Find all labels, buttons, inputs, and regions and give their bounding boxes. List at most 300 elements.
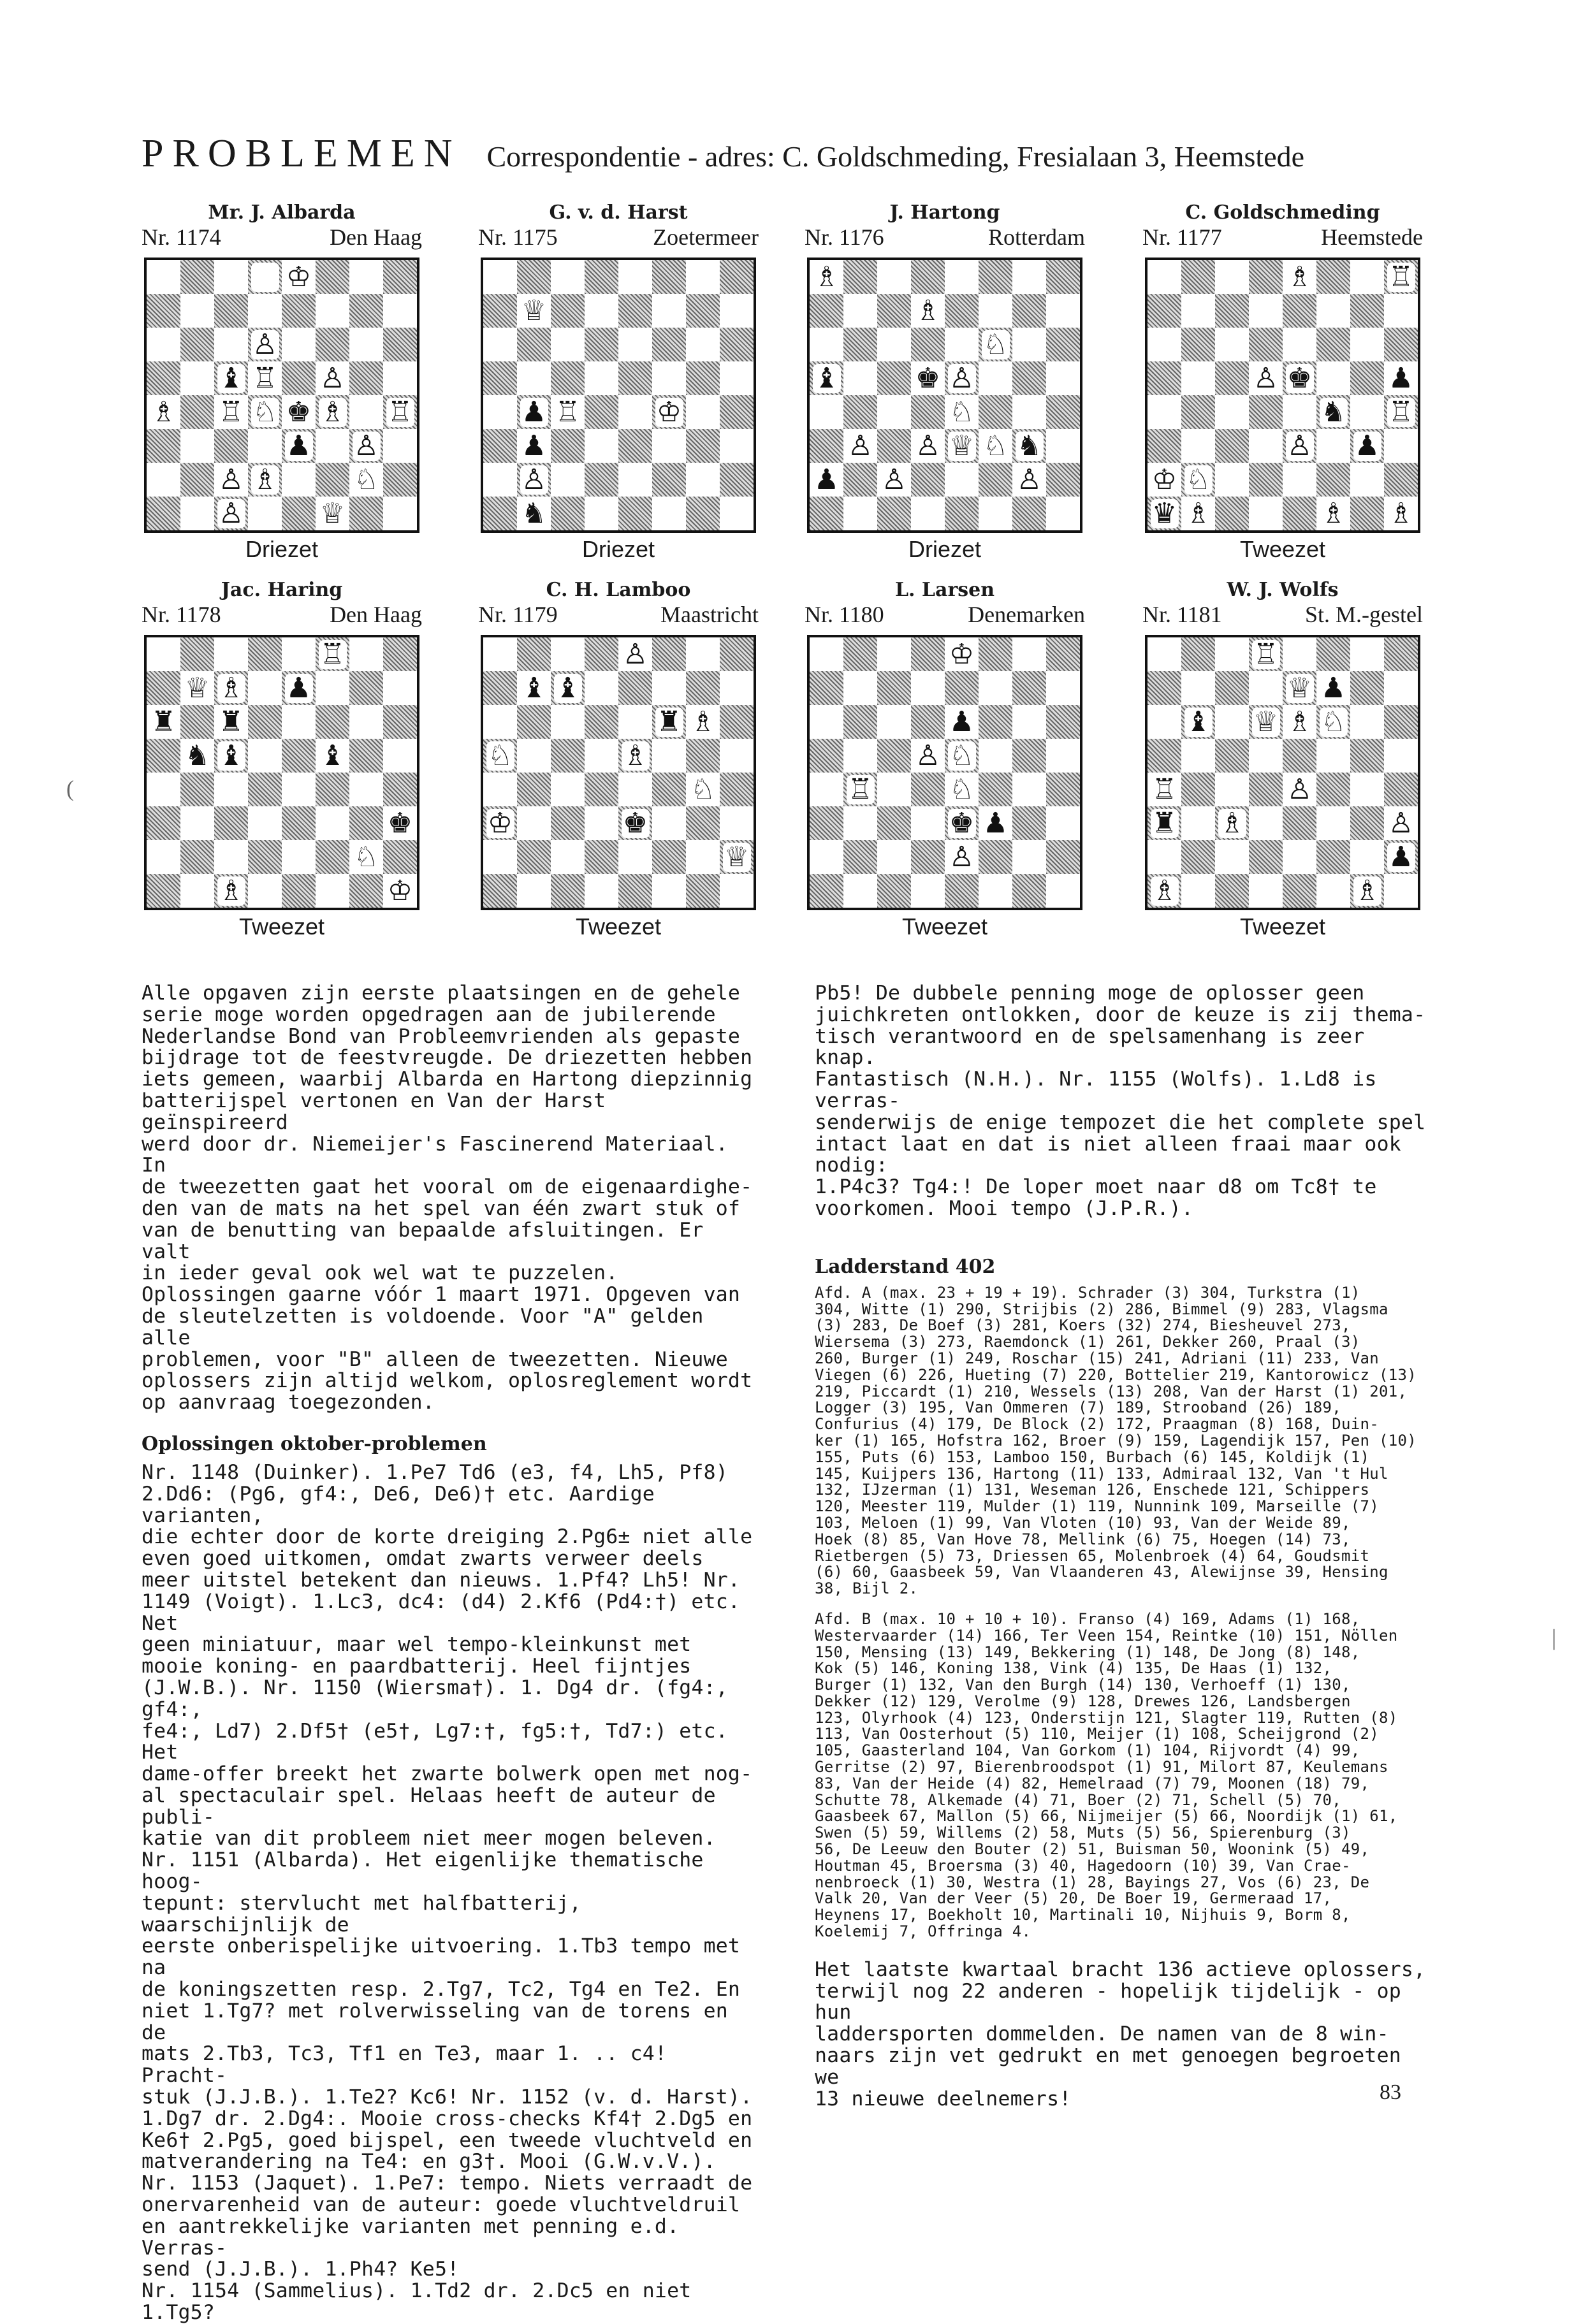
board-square	[147, 874, 180, 908]
board-square	[1181, 671, 1215, 705]
board-square	[1249, 328, 1283, 361]
board-square	[810, 395, 843, 429]
board-square	[877, 705, 911, 739]
board-square	[720, 361, 754, 395]
problem-number: Nr. 1174	[142, 224, 221, 250]
board-square	[720, 637, 754, 671]
board-square	[810, 671, 843, 705]
board-square	[720, 806, 754, 840]
board-square	[1046, 874, 1080, 908]
board-square	[1012, 874, 1046, 908]
board-square	[248, 429, 282, 463]
board-square	[248, 739, 282, 773]
white-rook-icon: ♖	[1151, 775, 1179, 804]
chess-problem	[805, 579, 1085, 941]
board-square	[1249, 637, 1283, 671]
board-square	[180, 361, 214, 395]
board-square	[180, 874, 214, 908]
board-square	[214, 671, 248, 705]
board-square	[248, 497, 282, 530]
white-pawn-icon: ♙	[847, 432, 875, 461]
board-square	[686, 840, 720, 874]
board-square	[1350, 705, 1384, 739]
problem-meta	[478, 224, 759, 250]
white-pawn-icon: ♙	[1286, 775, 1314, 804]
board-square	[1283, 294, 1316, 328]
board-square	[551, 497, 585, 530]
board-square	[1316, 739, 1350, 773]
board-square	[383, 637, 417, 671]
board-square	[383, 497, 417, 530]
board-square	[686, 294, 720, 328]
board-square	[483, 840, 517, 874]
black-bishop-icon: ♝	[520, 674, 548, 703]
white-pawn-icon: ♙	[914, 432, 942, 461]
board-square	[1046, 294, 1080, 328]
board-square	[652, 705, 686, 739]
board-square	[810, 260, 843, 294]
board-square	[945, 497, 979, 530]
board-square	[1046, 463, 1080, 497]
page-header	[142, 131, 1442, 178]
board-square	[585, 874, 618, 908]
black-pawn-icon: ♟	[520, 398, 548, 427]
white-bishop-icon: ♗	[689, 708, 717, 737]
board-square	[282, 328, 316, 361]
board-square	[551, 840, 585, 874]
board-square	[1283, 395, 1316, 429]
board-square	[618, 294, 652, 328]
board-square	[911, 840, 945, 874]
board-square	[843, 671, 877, 705]
board-square	[349, 840, 383, 874]
black-knight-icon: ♞	[1016, 432, 1044, 461]
board-square	[618, 874, 652, 908]
white-knight-icon: ♘	[1320, 708, 1348, 737]
board-square	[214, 874, 248, 908]
white-king-icon: ♔	[486, 809, 514, 838]
right-column	[815, 983, 1431, 2110]
board-square	[585, 429, 618, 463]
board-square	[1148, 637, 1181, 671]
board-square	[517, 840, 551, 874]
white-queen-icon: ♕	[184, 674, 212, 703]
board-square	[1384, 671, 1418, 705]
board-square	[1283, 739, 1316, 773]
board-square	[945, 705, 979, 739]
board-square	[383, 429, 417, 463]
board-square	[316, 671, 349, 705]
board-square	[720, 773, 754, 806]
board-square	[1181, 705, 1215, 739]
problem-stipulation: Driezet	[581, 536, 655, 562]
problem-number: Nr. 1176	[805, 224, 884, 250]
board-square	[686, 463, 720, 497]
black-pawn-icon: ♟	[1387, 843, 1415, 872]
board-square	[316, 806, 349, 840]
board-square	[1012, 671, 1046, 705]
white-queen-icon: ♕	[319, 499, 347, 528]
black-knight-icon: ♞	[520, 499, 548, 528]
board-square	[1316, 840, 1350, 874]
board-square	[248, 705, 282, 739]
continued-solutions-text: Pb5! De dubbele penning moge de oplosser geen juichkreten ontlokken, door de keuze is zij thema- tisch verantwoord en de spelsamenhang is zeer knap. Fantastisch (N.H.). Nr. 1155 (Wolfs). 1.Ld8 is verras- senderwijs de enige tempozet die het complete spel intact laat en dat is niet alleen fraai maar ook nodig: 1.P4c3? Tg4:! De loper moet naar d8 om Tc8† te voorkomen. Mooi tempo (J.P.R.).	[815, 982, 1426, 1220]
board-square	[349, 874, 383, 908]
board-square	[1316, 395, 1350, 429]
board-square	[214, 395, 248, 429]
chess-board	[144, 635, 419, 910]
board-square	[349, 637, 383, 671]
board-square	[979, 806, 1012, 840]
white-rook-icon: ♖	[251, 364, 279, 393]
white-knight-icon: ♘	[982, 432, 1010, 461]
board-square	[877, 806, 911, 840]
board-square	[843, 705, 877, 739]
board-square	[979, 671, 1012, 705]
chess-board	[481, 258, 756, 533]
board-square	[383, 705, 417, 739]
board-square	[147, 637, 180, 671]
board-square	[686, 739, 720, 773]
board-square	[652, 463, 686, 497]
board-square	[877, 361, 911, 395]
white-rook-icon: ♖	[1252, 640, 1280, 669]
board-square	[517, 497, 551, 530]
board-square	[1148, 840, 1181, 874]
board-square	[147, 806, 180, 840]
board-square	[1283, 806, 1316, 840]
board-square	[618, 497, 652, 530]
board-square	[1046, 395, 1080, 429]
board-square	[551, 637, 585, 671]
board-square	[1350, 739, 1384, 773]
board-square	[720, 497, 754, 530]
board-square	[383, 294, 417, 328]
board-square	[147, 705, 180, 739]
solutions-heading: Oplossingen oktober-problemen	[142, 1432, 487, 1455]
board-square	[1181, 806, 1215, 840]
board-square	[979, 294, 1012, 328]
intro-text: Alle opgaven zijn eerste plaatsingen en de gehele serie moge worden opgedragen aan de jubilerende Nederlandse Bond van Probleemvrienden als gepaste bijdrage tot de feestvreugde. De driezetten hebben iets gemeen, waarbij Albarda en Hartong diepzinnig batterijspel vertonen en Van der Harst geïnspireerd werd door dr. Niemeijer's Fascinerend Materiaal. In de tweezetten gaat het vooral om de eigenaardighe- den van de mats na het spel van één zwart stuk of van de benutting van bepaalde afsluitingen. Er valt in ieder geval ook wel wat te puzzelen. Oplossingen gaarne vóór 1 maart 1971. Opgeven van de sleutelzetten is voldoende. Voor "A" gelden alle problemen, voor "B" alleen de tweezetten. Nieuwe oplossers zijn altijd welkom, oplosreglement wordt op aanvraag toegezonden.	[142, 982, 753, 1414]
problem-place: Denemarken	[968, 602, 1085, 627]
board-square	[686, 671, 720, 705]
board-square	[810, 773, 843, 806]
board-square	[147, 739, 180, 773]
black-pawn-icon: ♟	[520, 432, 548, 461]
board-square	[843, 874, 877, 908]
board-square	[810, 840, 843, 874]
black-pawn-icon: ♟	[285, 432, 313, 461]
board-square	[214, 429, 248, 463]
black-king-icon: ♚	[914, 364, 942, 393]
board-square	[517, 637, 551, 671]
problem-stipulation: Driezet	[245, 536, 319, 562]
board-square	[483, 705, 517, 739]
ladder-division-a: Afd. A (max. 23 + 19 + 19). Schrader (3) 304, Turkstra (1) 304, Witte (1) 290, Strijbis (2) 286, Bimmel (9) 283, Vlagsma (3) 283, De Boef (3) 281, Koers (32) 274, Biesheuvel 273, Wiersema (3) 273, Raemdonck (1) 261, Dekker 260, Praal (3) 260, Burger (1) 249, Roschar (15) 241, Adriani (11) 233, Van Viegen (6) 226, Hueting (7) 220, Bottelier 219, Kantorowicz (13) 219, Piccardt (1) 210, Wessels (13) 208, Van der Harst (1) 201, Logger (3) 195, Van Ommeren (7) 189, Strooband (26) 189, Confurius (4) 179, De Block (2) 172, Praagman (8) 168, Duin- ker (1) 165, Hofstra 162, Broer (9) 159, Lagendijk 157, Pen (10) 155, Puts (6) 153, Lamboo 150, Burbach (6) 145, Koldijk (1) 145, Kuijpers 136, Hartong (11) 133, Admiraal 132, Van 't Hul 132, IJzerman (1) 131, Weseman 126, Enschede 121, Schippers 120, Meester 119, Mulder (1) 119, Nunnink 109, Marseille (7) 103, Meloen (1) 99, Van Vloten (10) 93, Van der Weide 89, Hoek (8) 85, Van Hove 78, Mellink (6) 75, Hoegen (14) 73, Rietbergen (5) 73, Driessen 65, Molenbroek (4) 64, Goudsmit (6) 60, Gaasbeek 59, Van Vlaanderen 43, Alewijnse 39, Hensing 38, Bijl 2.	[815, 1283, 1417, 1598]
board-square	[180, 739, 214, 773]
black-king-icon: ♚	[948, 809, 976, 838]
board-square	[1012, 328, 1046, 361]
board-square	[1350, 395, 1384, 429]
board-square	[147, 840, 180, 874]
board-square	[1249, 671, 1283, 705]
chess-problem	[478, 201, 759, 563]
black-pawn-icon: ♟	[1387, 364, 1415, 393]
board-square	[1316, 637, 1350, 671]
board-square	[1148, 463, 1181, 497]
board-square	[911, 497, 945, 530]
board-square	[248, 637, 282, 671]
board-square	[383, 328, 417, 361]
white-pawn-icon: ♙	[622, 640, 650, 669]
board-square	[843, 328, 877, 361]
board-square	[810, 806, 843, 840]
board-square	[1181, 361, 1215, 395]
board-square	[810, 429, 843, 463]
board-square	[1283, 773, 1316, 806]
board-square	[483, 429, 517, 463]
board-square	[214, 705, 248, 739]
board-square	[585, 497, 618, 530]
board-square	[652, 739, 686, 773]
board-square	[686, 497, 720, 530]
black-rook-icon: ♜	[1151, 809, 1179, 838]
board-square	[1148, 739, 1181, 773]
board-square	[1384, 874, 1418, 908]
board-square	[652, 328, 686, 361]
board-square	[911, 705, 945, 739]
board-square	[316, 840, 349, 874]
board-square	[618, 429, 652, 463]
board-square	[979, 463, 1012, 497]
white-rook-icon: ♖	[319, 640, 347, 669]
board-square	[517, 294, 551, 328]
board-square	[1316, 705, 1350, 739]
board-square	[945, 840, 979, 874]
board-square	[551, 328, 585, 361]
board-square	[1249, 395, 1283, 429]
white-pawn-icon: ♙	[319, 364, 347, 393]
problem-meta	[805, 224, 1085, 250]
chess-board	[481, 635, 756, 910]
board-square	[686, 361, 720, 395]
board-square	[551, 773, 585, 806]
board-square	[720, 260, 754, 294]
white-undefined-icon	[251, 263, 279, 292]
board-square	[383, 773, 417, 806]
board-square	[1012, 361, 1046, 395]
board-square	[483, 806, 517, 840]
board-square	[652, 260, 686, 294]
board-square	[517, 395, 551, 429]
board-square	[1215, 671, 1249, 705]
board-square	[810, 361, 843, 395]
board-square	[1012, 739, 1046, 773]
board-square	[517, 739, 551, 773]
board-square	[180, 429, 214, 463]
problem-number: Nr. 1178	[142, 602, 221, 627]
board-square	[720, 840, 754, 874]
board-square	[214, 328, 248, 361]
black-knight-icon: ♞	[1320, 398, 1348, 427]
board-square	[585, 463, 618, 497]
white-bishop-icon: ♗	[813, 263, 841, 292]
board-square	[180, 806, 214, 840]
board-square	[316, 328, 349, 361]
board-square	[1283, 497, 1316, 530]
page-number: 83	[1380, 2081, 1401, 2104]
problem-place: Zoetermeer	[653, 224, 759, 250]
board-square	[585, 395, 618, 429]
board-square	[1384, 463, 1418, 497]
problem-author: C. Goldschmeding	[1185, 201, 1380, 224]
white-queen-icon: ♕	[948, 432, 976, 461]
board-square	[1148, 361, 1181, 395]
white-rook-icon: ♖	[1387, 398, 1415, 427]
white-bishop-icon: ♗	[1353, 876, 1381, 906]
board-square	[551, 429, 585, 463]
board-square	[282, 429, 316, 463]
board-square	[1249, 874, 1283, 908]
board-square	[1012, 637, 1046, 671]
board-square	[517, 260, 551, 294]
board-square	[945, 874, 979, 908]
white-king-icon: ♔	[655, 398, 683, 427]
white-king-icon: ♔	[1151, 465, 1179, 495]
board-square	[979, 260, 1012, 294]
white-bishop-icon: ♗	[1218, 809, 1246, 838]
white-knight-icon: ♘	[1184, 465, 1213, 495]
board-square	[979, 497, 1012, 530]
board-square	[1215, 637, 1249, 671]
board-square	[652, 773, 686, 806]
board-square	[1181, 463, 1215, 497]
board-square	[1249, 497, 1283, 530]
board-square	[911, 637, 945, 671]
problem-author: Jac. Haring	[221, 579, 343, 601]
board-square	[810, 294, 843, 328]
board-square	[349, 260, 383, 294]
board-square	[248, 328, 282, 361]
board-square	[214, 497, 248, 530]
chess-board	[144, 258, 419, 533]
board-square	[720, 328, 754, 361]
board-square	[979, 395, 1012, 429]
board-square	[810, 705, 843, 739]
board-square	[979, 637, 1012, 671]
chess-problem	[1142, 579, 1423, 941]
board-square	[1283, 429, 1316, 463]
white-knight-icon: ♘	[353, 465, 381, 495]
problem-number: Nr. 1180	[805, 602, 884, 627]
board-square	[945, 806, 979, 840]
board-square	[911, 395, 945, 429]
board-square	[1148, 260, 1181, 294]
board-square	[1316, 361, 1350, 395]
board-square	[877, 395, 911, 429]
board-square	[1012, 840, 1046, 874]
board-square	[383, 260, 417, 294]
white-bishop-icon: ♗	[251, 465, 279, 495]
black-bishop-icon: ♝	[217, 741, 245, 771]
board-square	[1046, 705, 1080, 739]
board-square	[1181, 497, 1215, 530]
problem-meta	[1142, 224, 1423, 250]
white-pawn-icon: ♙	[1252, 364, 1280, 393]
board-square	[720, 671, 754, 705]
board-square	[551, 739, 585, 773]
board-square	[483, 497, 517, 530]
board-square	[316, 395, 349, 429]
board-square	[686, 705, 720, 739]
board-square	[551, 361, 585, 395]
board-square	[911, 328, 945, 361]
problem-number: Nr. 1181	[1142, 602, 1222, 627]
board-square	[720, 395, 754, 429]
board-square	[316, 294, 349, 328]
board-square	[979, 773, 1012, 806]
white-rook-icon: ♖	[847, 775, 875, 804]
board-square	[945, 328, 979, 361]
problem-meta	[805, 602, 1085, 627]
board-square	[1215, 773, 1249, 806]
board-square	[1316, 874, 1350, 908]
black-bishop-icon: ♝	[319, 741, 347, 771]
board-square	[1181, 637, 1215, 671]
board-square	[945, 260, 979, 294]
board-square	[585, 773, 618, 806]
board-square	[1215, 294, 1249, 328]
board-square	[282, 739, 316, 773]
black-bishop-icon: ♝	[813, 364, 841, 393]
board-square	[1181, 773, 1215, 806]
white-knight-icon: ♘	[948, 398, 976, 427]
problem-meta	[142, 602, 422, 627]
board-square	[1012, 806, 1046, 840]
white-knight-icon: ♘	[982, 330, 1010, 359]
board-square	[517, 806, 551, 840]
board-square	[1350, 497, 1384, 530]
board-square	[979, 840, 1012, 874]
board-square	[810, 463, 843, 497]
board-square	[810, 739, 843, 773]
board-square	[1046, 637, 1080, 671]
board-square	[1046, 497, 1080, 530]
white-bishop-icon: ♗	[217, 876, 245, 906]
margin-mark-right: |	[1552, 1625, 1557, 1650]
board-square	[1384, 840, 1418, 874]
board-square	[686, 328, 720, 361]
board-square	[720, 429, 754, 463]
board-square	[1350, 671, 1384, 705]
board-square	[483, 328, 517, 361]
board-square	[1384, 395, 1418, 429]
black-king-icon: ♚	[622, 809, 650, 838]
board-square	[1350, 773, 1384, 806]
white-knight-icon: ♘	[948, 775, 976, 804]
board-square	[1249, 361, 1283, 395]
white-pawn-icon: ♙	[217, 465, 245, 495]
white-pawn-icon: ♙	[948, 843, 976, 872]
board-square	[383, 463, 417, 497]
board-square	[1215, 806, 1249, 840]
board-square	[877, 739, 911, 773]
board-square	[652, 497, 686, 530]
problem-author: Mr. J. Albarda	[208, 201, 356, 224]
board-square	[810, 874, 843, 908]
black-king-icon: ♚	[386, 809, 414, 838]
board-square	[979, 429, 1012, 463]
